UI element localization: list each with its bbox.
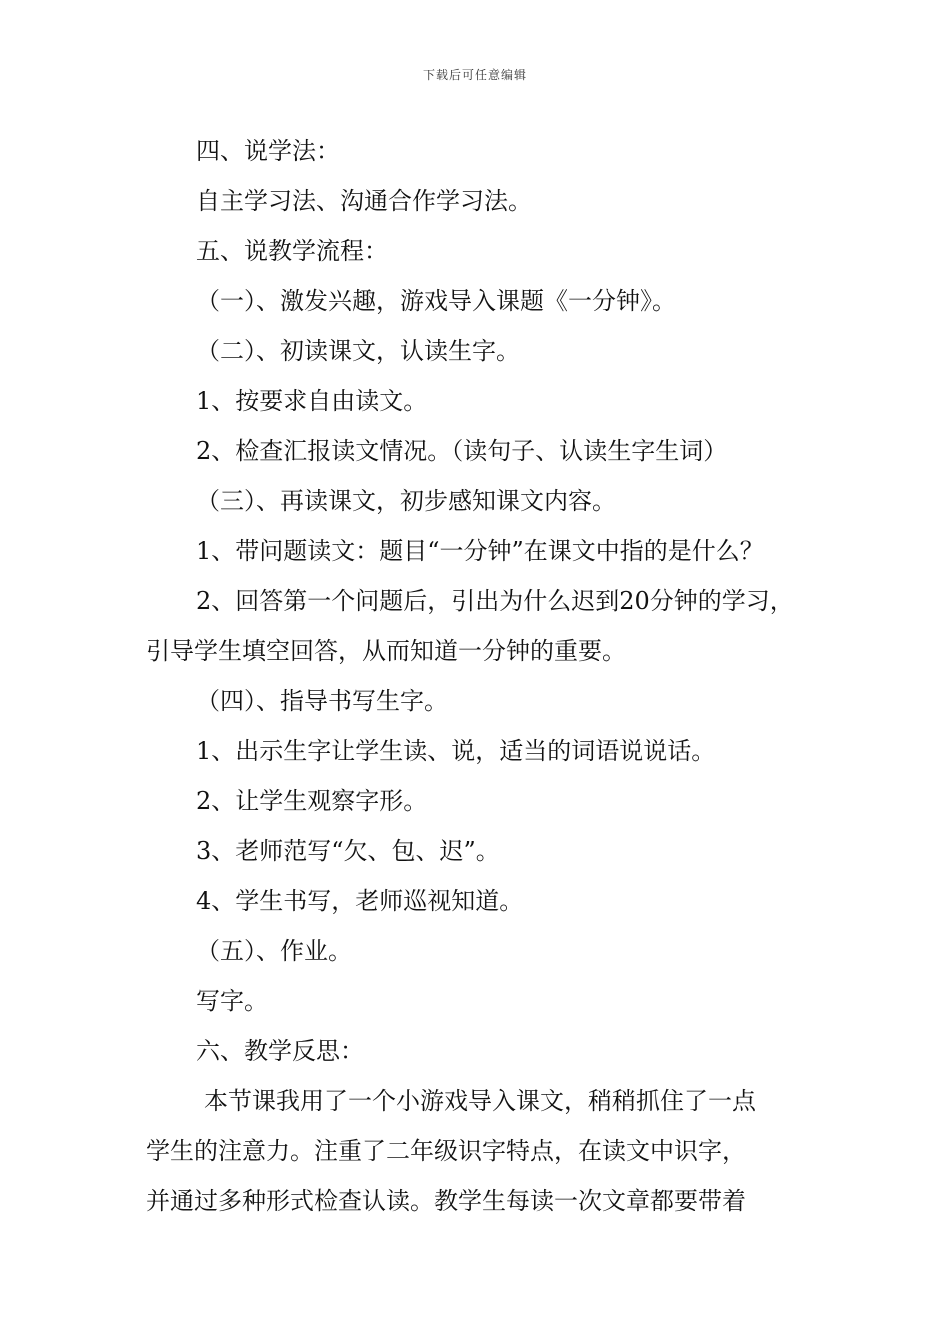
list-item: 2、回答第一个问题后，引出为什么迟到20分钟的学习， xyxy=(196,587,794,615)
subsection-heading: （二）、初读课文，认读生字。 xyxy=(196,337,520,365)
list-item-continuation: 引导学生填空回答，从而知道一分钟的重要。 xyxy=(146,637,626,665)
list-item: 4、学生书写，老师巡视知道。 xyxy=(196,887,524,915)
document-body xyxy=(146,126,826,1226)
list-item: 2、检查汇报读文情况。（读句子、认读生字生词） xyxy=(196,437,728,465)
subsection-heading: （四）、指导书写生字。 xyxy=(196,687,448,715)
paragraph: 自主学习法、沟通合作学习法。 xyxy=(196,187,532,215)
list-item: 2、让学生观察字形。 xyxy=(196,787,428,815)
section-heading-teaching-process: 五、说教学流程： xyxy=(196,237,388,265)
paragraph: 写字。 xyxy=(196,987,268,1015)
paragraph-start: 本节课我用了一个小游戏导入课文，稍稍抓住了一点 xyxy=(204,1087,756,1115)
list-item: 1、出示生字让学生读、说，适当的词语说说话。 xyxy=(196,737,716,765)
subsection-heading: （五）、作业。 xyxy=(196,937,352,965)
list-item: 3、老师范写“欠、包、迟”。 xyxy=(196,837,500,865)
paragraph-continuation: 并通过多种形式检查认读。教学生每读一次文章都要带着 xyxy=(146,1187,746,1215)
subsection-heading: （一）、激发兴趣，游戏导入课题《一分钟》。 xyxy=(196,287,676,315)
header-note: 下载后可任意编辑 xyxy=(422,68,527,82)
paragraph-continuation: 学生的注意力。注重了二年级识字特点，在读文中识字， xyxy=(146,1137,746,1165)
section-heading-reflection: 六、教学反思： xyxy=(196,1037,364,1065)
subsection-heading: （三）、再读课文，初步感知课文内容。 xyxy=(196,487,616,515)
list-item: 1、按要求自由读文。 xyxy=(196,387,428,415)
section-heading-study-methods: 四、说学法： xyxy=(196,137,340,165)
list-item: 1、带问题读文：题目“一分钟”在课文中指的是什么？ xyxy=(196,537,764,565)
